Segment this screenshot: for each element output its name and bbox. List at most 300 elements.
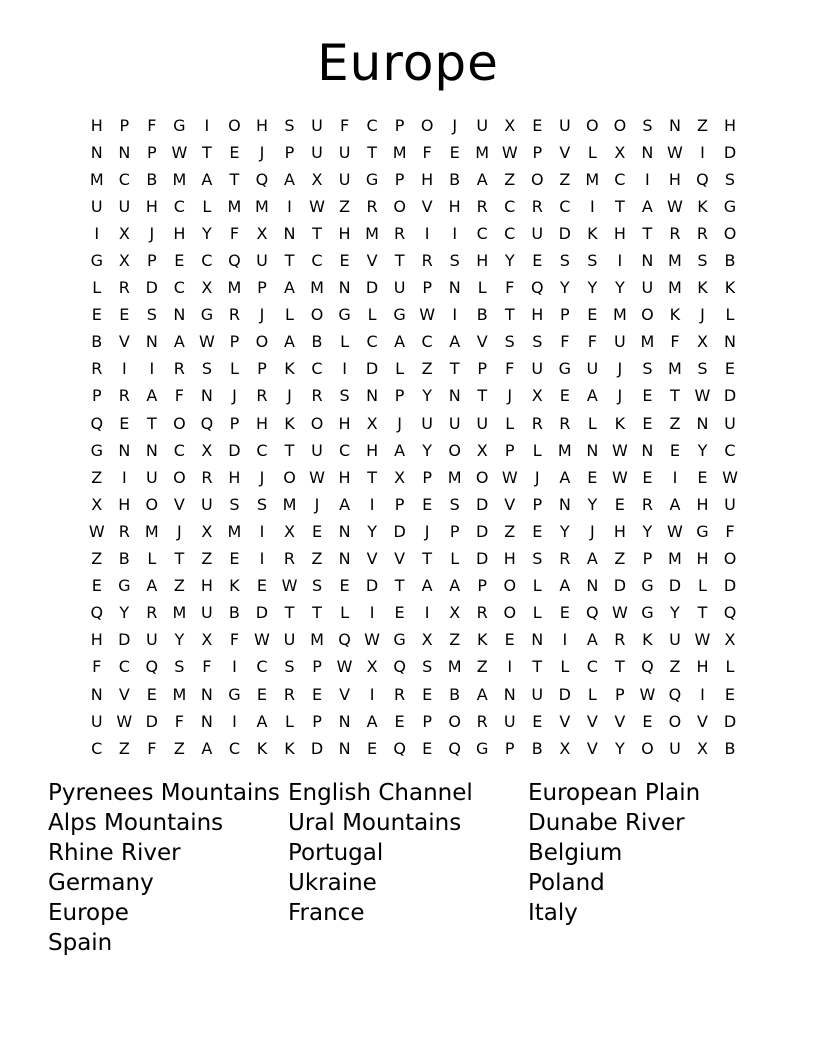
grid-letter: Q (255, 169, 269, 189)
grid-row (83, 654, 744, 681)
grid-letter: S (642, 115, 653, 135)
grid-letter: C (91, 738, 103, 758)
grid-letter: H (118, 494, 131, 514)
grid-letter: W (88, 521, 105, 541)
grid-letter: H (255, 115, 268, 135)
grid-letter: C (614, 169, 626, 189)
grid-letter: I (700, 684, 705, 704)
grid-letter: I (369, 684, 375, 704)
grid-letter: U (118, 196, 131, 216)
grid-letter: D (145, 711, 158, 731)
grid-letter: Y (174, 630, 185, 650)
grid-letter: I (452, 223, 458, 243)
grid-letter: D (476, 494, 489, 514)
grid-letter: P (422, 467, 432, 487)
grid-letter: J (424, 521, 430, 541)
grid-letter: D (613, 576, 627, 596)
grid-letter: D (723, 711, 737, 731)
grid-letter: E (559, 386, 570, 406)
grid-letter: U (201, 494, 213, 514)
grid-letter: Z (669, 657, 681, 677)
grid-letter: C (173, 278, 185, 298)
grid-letter: S (146, 305, 157, 325)
grid-letter: S (532, 332, 543, 352)
grid-letter: N (558, 494, 571, 514)
grid-letter: A (201, 738, 213, 758)
grid-letter: U (724, 413, 736, 433)
grid-letter: U (256, 251, 268, 271)
grid-letter: I (617, 251, 623, 271)
grid-letter: Q (90, 603, 104, 623)
grid-letter: U (311, 142, 323, 162)
grid-letter: X (284, 521, 295, 541)
word-list-item: Spain (48, 930, 113, 956)
grid-letter: P (229, 332, 240, 352)
grid-letter: B (146, 169, 158, 189)
grid-letter: H (476, 251, 489, 271)
grid-letter: E (587, 467, 598, 487)
grid-letter: U (145, 467, 158, 487)
grid-letter: H (696, 657, 709, 677)
grid-letter: E (394, 711, 405, 731)
grid-letter: M (172, 603, 187, 623)
grid-letter: T (422, 549, 433, 569)
grid-letter: E (724, 359, 736, 379)
grid-letter: B (228, 603, 240, 623)
grid-letter: X (476, 440, 488, 460)
grid-letter: E (504, 630, 515, 650)
grid-letter: W (171, 142, 188, 162)
grid-letter: X (696, 738, 708, 758)
grid-letter: L (560, 657, 570, 677)
grid-letter: Q (145, 657, 159, 677)
grid-letter: A (146, 386, 158, 406)
grid-letter: Q (338, 630, 351, 650)
grid-letter: V (366, 251, 378, 271)
grid-letter: E (614, 494, 625, 514)
grid-letter: E (587, 305, 598, 325)
grid-letter: U (90, 196, 103, 216)
grid-letter: H (338, 413, 351, 433)
grid-letter: M (447, 657, 462, 677)
grid-letter: A (641, 196, 653, 216)
grid-letter: M (227, 521, 242, 541)
grid-letter: W (501, 467, 518, 487)
grid-letter: X (118, 223, 130, 243)
grid-letter: R (173, 359, 185, 379)
word-column-2 (288, 778, 528, 928)
grid-letter: F (229, 630, 240, 650)
grid-letter: P (394, 386, 405, 406)
grid-letter: N (145, 332, 158, 352)
grid-letter: F (174, 711, 184, 731)
grid-letter: L (147, 549, 157, 569)
grid-letter: N (118, 142, 131, 162)
grid-letter: M (668, 278, 682, 298)
grid-row (83, 220, 744, 247)
grid-letter: R (641, 494, 653, 514)
grid-letter: U (476, 413, 489, 433)
grid-row (83, 247, 744, 274)
grid-letter: A (284, 169, 295, 189)
grid-letter: L (450, 549, 460, 569)
grid-letter: K (229, 576, 240, 596)
grid-letter: Q (200, 413, 214, 433)
grid-letter: J (589, 521, 595, 541)
grid-letter: P (147, 142, 157, 162)
grid-letter: N (448, 386, 461, 406)
word-list-item: Ukraine (288, 870, 377, 896)
grid-letter: C (256, 440, 268, 460)
grid-letter: U (641, 278, 654, 298)
word-list-item: France (288, 900, 365, 926)
grid-letter: E (642, 413, 653, 433)
grid-letter: D (365, 359, 379, 379)
grid-letter: V (173, 494, 185, 514)
grid-letter: G (476, 738, 489, 758)
grid-letter: P (394, 169, 405, 189)
grid-letter: L (532, 576, 542, 596)
grid-letter: O (613, 115, 627, 135)
grid-letter: M (640, 332, 655, 352)
grid-letter: T (229, 169, 240, 189)
grid-letter: I (645, 169, 650, 189)
grid-letter: E (229, 549, 240, 569)
grid-letter: P (394, 115, 405, 135)
grid-letter: N (586, 576, 599, 596)
grid-letter: W (667, 521, 683, 541)
grid-letter: H (173, 223, 186, 243)
grid-letter: Z (311, 549, 323, 569)
grid-row (83, 546, 744, 573)
grid-letter: K (614, 413, 626, 433)
grid-letter: T (284, 251, 295, 271)
grid-letter: A (284, 278, 295, 298)
grid-letter: C (201, 251, 213, 271)
grid-letter: C (118, 169, 130, 189)
grid-letter: U (531, 223, 544, 243)
grid-letter: X (366, 413, 378, 433)
grid-letter: X (118, 251, 130, 271)
grid-letter: V (504, 494, 516, 514)
grid-letter: T (697, 603, 708, 623)
grid-letter: B (449, 684, 461, 704)
grid-letter: U (724, 494, 736, 514)
grid-letter: T (614, 196, 625, 216)
grid-letter: E (256, 684, 267, 704)
grid-letter: W (336, 657, 353, 677)
grid-letter: O (530, 169, 544, 189)
grid-letter: U (393, 278, 406, 298)
grid-letter: O (668, 711, 682, 731)
grid-letter: T (284, 440, 295, 460)
grid-row (83, 383, 744, 410)
grid-letter: T (642, 223, 653, 243)
grid-letter: W (254, 630, 270, 650)
grid-letter: V (476, 332, 488, 352)
grid-letter: D (118, 630, 131, 650)
grid-letter: K (669, 305, 681, 325)
grid-letter: W (309, 196, 325, 216)
grid-letter: R (476, 603, 488, 623)
grid-letter: O (173, 413, 186, 433)
grid-letter: E (394, 603, 405, 623)
grid-letter: X (421, 630, 433, 650)
grid-letter: H (696, 549, 709, 569)
grid-letter: O (255, 332, 269, 352)
word-list-item: English Channel (288, 780, 473, 806)
grid-letter: E (532, 521, 543, 541)
word-list-item: Italy (528, 900, 578, 926)
grid-letter: G (696, 521, 709, 541)
grid-letter: F (587, 332, 597, 352)
grid-letter: G (365, 169, 379, 189)
grid-letter: S (504, 332, 515, 352)
grid-letter: G (338, 305, 351, 325)
grid-letter: O (393, 196, 406, 216)
grid-letter: I (424, 603, 430, 623)
grid-letter: E (146, 684, 157, 704)
grid-letter: D (723, 576, 737, 596)
grid-letter: J (149, 223, 155, 243)
grid-letter: T (367, 467, 377, 487)
grid-letter: R (559, 413, 571, 433)
grid-letter: K (256, 738, 268, 758)
grid-letter: H (255, 413, 268, 433)
grid-letter: I (369, 603, 375, 623)
grid-letter: D (365, 576, 379, 596)
grid-letter: F (560, 332, 570, 352)
grid-letter: A (449, 332, 461, 352)
grid-letter: D (145, 278, 158, 298)
grid-letter: A (476, 684, 488, 704)
grid-letter: L (229, 359, 239, 379)
grid-letter: S (449, 494, 460, 514)
grid-letter: H (90, 115, 103, 135)
grid-letter: W (667, 142, 683, 162)
grid-letter: I (672, 467, 678, 487)
grid-letter: C (338, 440, 351, 460)
grid-letter: V (559, 711, 571, 731)
grid-letter: M (612, 305, 627, 325)
grid-letter: C (173, 196, 185, 216)
grid-letter: T (202, 142, 212, 162)
grid-letter: N (200, 684, 213, 704)
grid-letter: H (668, 169, 681, 189)
grid-letter: T (449, 359, 460, 379)
grid-letter: Y (614, 738, 625, 758)
grid-letter: P (532, 142, 543, 162)
grid-letter: Z (449, 630, 461, 650)
grid-letter: G (200, 305, 214, 325)
grid-letter: O (641, 305, 654, 325)
grid-letter: W (198, 332, 215, 352)
grid-letter: E (119, 305, 130, 325)
grid-letter: R (421, 251, 433, 271)
grid-letter: W (364, 630, 380, 650)
word-list-item: Dunabe River (528, 810, 685, 836)
grid-letter: K (284, 413, 295, 433)
grid-letter: E (532, 251, 543, 271)
grid-row (83, 735, 744, 762)
grid-letter: U (90, 711, 103, 731)
grid-letter: L (340, 332, 349, 352)
grid-letter: B (91, 332, 103, 352)
grid-letter: E (339, 576, 350, 596)
grid-letter: A (394, 440, 406, 460)
grid-letter: H (503, 549, 516, 569)
grid-letter: D (365, 278, 379, 298)
grid-letter: P (257, 278, 267, 298)
grid-letter: J (259, 305, 265, 325)
grid-letter: L (202, 196, 212, 216)
grid-letter: C (421, 332, 433, 352)
grid-letter: M (557, 440, 572, 460)
grid-letter: E (229, 142, 240, 162)
grid-letter: N (586, 440, 599, 460)
grid-letter: O (503, 603, 517, 623)
grid-letter: Y (587, 494, 598, 514)
grid-letter: H (366, 440, 379, 460)
grid-letter: A (201, 169, 213, 189)
grid-letter: O (475, 467, 489, 487)
grid-letter: I (121, 467, 127, 487)
grid-letter: G (90, 251, 103, 271)
word-list-item: Alps Mountains (48, 810, 224, 836)
grid-letter: C (504, 223, 516, 243)
page-title: Europe (317, 34, 499, 92)
grid-letter: T (670, 386, 680, 406)
grid-letter: V (614, 711, 626, 731)
grid-letter: K (476, 630, 488, 650)
grid-letter: T (284, 603, 295, 623)
grid-letter: U (669, 630, 681, 650)
grid-letter: U (338, 169, 351, 189)
grid-letter: E (367, 738, 378, 758)
grid-letter: X (201, 278, 213, 298)
grid-letter: Y (670, 603, 680, 623)
grid-letter: E (642, 467, 653, 487)
grid-letter: W (694, 386, 711, 406)
grid-letter: N (503, 684, 516, 704)
grid-letter: Q (668, 684, 682, 704)
grid-letter: H (448, 196, 461, 216)
grid-letter: M (310, 630, 324, 650)
grid-letter: R (476, 711, 488, 731)
grid-letter: S (229, 494, 240, 514)
grid-letter: T (146, 413, 157, 433)
grid-letter: N (724, 332, 736, 352)
grid-row (83, 166, 744, 193)
grid-letter: A (586, 630, 598, 650)
grid-letter: O (586, 115, 599, 135)
grid-letter: J (452, 115, 458, 135)
grid-letter: Y (559, 278, 570, 298)
grid-letter: R (311, 386, 323, 406)
grid-letter: M (585, 169, 600, 189)
grid-letter: L (505, 413, 515, 433)
grid-letter: X (724, 630, 736, 650)
grid-letter: I (259, 521, 265, 541)
grid-letter: S (422, 657, 433, 677)
grid-letter: F (202, 657, 212, 677)
grid-letter: P (449, 521, 460, 541)
grid-letter: I (94, 223, 100, 243)
grid-letter: P (147, 251, 157, 271)
grid-letter: V (586, 711, 598, 731)
grid-letter: I (232, 657, 237, 677)
grid-letter: R (559, 549, 571, 569)
grid-letter: N (90, 684, 103, 704)
grid-letter: M (392, 142, 407, 162)
grid-letter: T (312, 223, 322, 243)
grid-letter: W (611, 467, 628, 487)
grid-letter: Q (448, 738, 461, 758)
grid-letter: U (503, 711, 516, 731)
grid-letter: D (255, 603, 269, 623)
grid-letter: W (639, 684, 656, 704)
grid-letter: K (284, 738, 295, 758)
grid-letter: Q (723, 603, 737, 623)
grid-letter: T (614, 657, 625, 677)
word-column-1 (48, 778, 288, 958)
grid-letter: E (311, 684, 323, 704)
grid-letter: F (725, 521, 735, 541)
grid-letter: A (586, 549, 598, 569)
grid-letter: R (118, 386, 130, 406)
grid-letter: I (121, 359, 127, 379)
grid-letter: R (669, 223, 681, 243)
grid-letter: Y (504, 251, 515, 271)
grid-letter: E (532, 115, 543, 135)
grid-letter: L (587, 413, 597, 433)
grid-letter: S (697, 251, 708, 271)
word-list-item: Pyrenees Mountains (48, 780, 280, 806)
word-list-item: Portugal (288, 840, 384, 866)
grid-letter: D (723, 142, 737, 162)
grid-letter: O (723, 549, 737, 569)
grid-letter: A (421, 576, 433, 596)
grid-letter: L (697, 576, 707, 596)
grid-letter: Q (228, 251, 241, 271)
grid-letter: Z (339, 196, 351, 216)
grid-letter: R (118, 278, 130, 298)
grid-letter: T (477, 386, 488, 406)
grid-letter: K (697, 278, 708, 298)
grid-letter: W (722, 467, 738, 487)
grid-letter: U (531, 359, 544, 379)
grid-letter: P (422, 711, 432, 731)
grid-row (83, 491, 744, 518)
grid-row (83, 681, 744, 708)
grid-letter: E (422, 684, 433, 704)
grid-letter: V (559, 142, 571, 162)
grid-letter: O (723, 223, 737, 243)
grid-letter: Y (559, 521, 570, 541)
grid-letter: H (338, 467, 351, 487)
grid-letter: N (338, 278, 351, 298)
grid-letter: N (641, 251, 654, 271)
grid-letter: Z (173, 576, 185, 596)
grid-letter: C (586, 657, 598, 677)
grid-letter: E (422, 738, 433, 758)
grid-letter: C (366, 115, 378, 135)
grid-letter: A (366, 711, 378, 731)
grid-letter: U (586, 359, 599, 379)
grid-letter: A (476, 169, 488, 189)
grid-letter: F (174, 386, 184, 406)
grid-letter: S (339, 386, 350, 406)
